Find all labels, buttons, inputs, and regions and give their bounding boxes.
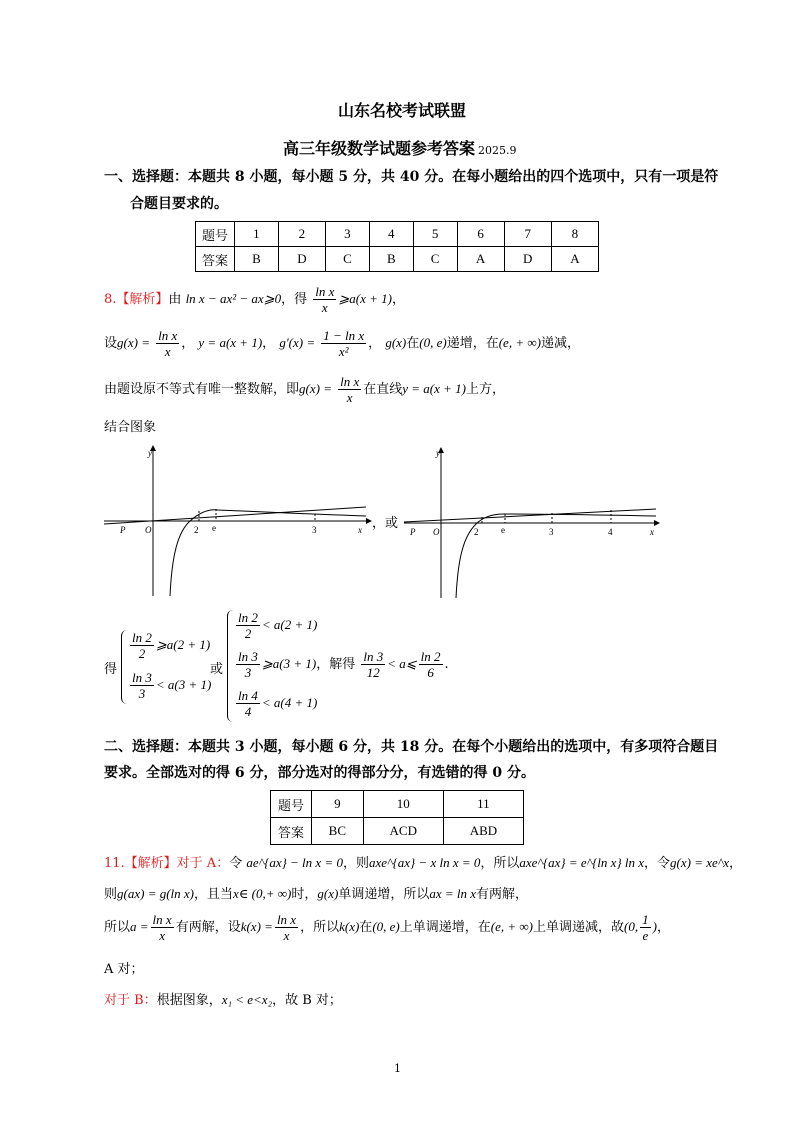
math-expr: < a(4 + 1) [261,695,318,710]
fraction [361,649,385,680]
table-cell: B [235,247,279,272]
tick-label: 4 [608,527,613,537]
p-label: P [410,527,416,537]
org-title: 山东名校考试联盟 [338,101,467,120]
numerator: ln 2 [420,649,441,664]
text: ， [391,292,405,307]
table-cell: ACD [363,818,443,845]
fraction [275,912,298,943]
q8-line-4: 结合图象 [104,420,157,435]
curve-lnx-over-x [456,514,656,598]
math-expr: y = a(x + 1) [198,335,263,350]
denominator: 2 [244,626,252,641]
tick-label: 3 [549,527,554,537]
tick-label: e [501,525,505,535]
numerator: ln 3 [363,649,384,664]
numerator: ln 4 [238,688,258,703]
table-cell: 2 [278,222,325,247]
section2-heading-1: 二、选择题：本题共 3 小题，每小题 6 分，共 18 分。在每个小题给出的选项中，有多项符合题目 [104,739,719,755]
tick-label: 3 [312,525,317,535]
answer-table-2 [270,790,524,845]
numerator: 1 [642,912,649,927]
table-cell: 6 [457,222,504,247]
text: 时， [291,887,318,902]
section1-heading-2: 合题目要求的。 [130,196,228,212]
fraction [321,328,366,359]
denominator: x [321,300,328,315]
text: ，令 [644,856,671,871]
text: 根据图象， [156,993,222,1008]
math-expr: k(x) [339,919,360,934]
fraction [338,374,361,405]
text: ，且当 [194,887,234,902]
answer-table-1 [195,221,599,272]
table-cell: A [551,247,598,272]
denominator: x [164,344,171,359]
math-expr: g(ax) = g(ln x) [117,886,195,901]
table-cell: 题号 [271,791,312,818]
denominator: x [346,390,353,405]
text: ，所以 [300,920,340,935]
math-expr: (e, + ∞) [490,919,533,934]
text: ，所以 [480,856,520,871]
table-cell: D [278,247,325,272]
denominator: 4 [244,704,252,719]
table-cell: C [325,247,369,272]
text: 在直线 [363,382,403,397]
denominator: x² [338,344,349,359]
math-expr: g(x) [317,886,339,901]
fraction [640,912,651,943]
fraction [419,649,443,680]
q11-line-3 [104,910,670,945]
denominator: 3 [244,665,252,680]
math-expr: (e, + ∞) [498,335,541,350]
numerator: ln x [158,328,178,343]
sys-de: 得 [104,662,118,677]
text: ，解得 [316,657,356,672]
denominator: x [283,928,290,943]
numerator: ln x [276,912,297,927]
denominator: 6 [427,665,434,680]
q8-line-3 [104,372,505,407]
fraction [236,688,260,719]
numerator: ln 2 [132,630,152,645]
x-label: x [650,527,654,537]
text: 递减， [540,336,580,351]
math-expr: g(x) = [299,381,332,396]
math-expr: < a(2 + 1) [261,617,318,632]
text: 单调递增，所以 [338,887,430,902]
text: 有两解， [476,887,529,902]
tick-label: 2 [194,525,199,535]
system-2-row-3 [234,688,317,719]
graph-or: ，或 [372,516,399,531]
numerator: ln x [315,284,335,299]
text: 设 [104,336,118,351]
q11-label: 11.【解析】对于 A： [104,856,230,871]
o-label: O [145,525,152,535]
text: 上方， [466,382,506,397]
text: ， [729,856,743,871]
math-expr: ⩾a(2 + 1) [155,637,211,652]
system-1-row-2 [128,670,211,701]
q11-line-2 [104,883,528,902]
math-expr: (0, e) [419,335,447,350]
text: ， [181,336,195,351]
page-number: 1 [394,1062,401,1075]
text: ，则 [342,856,369,871]
table-cell: 7 [504,222,551,247]
x-label: x [358,525,362,535]
text: 在 [359,920,373,935]
fraction [236,610,260,641]
table-cell: 10 [363,791,443,818]
system-2-row-1 [234,610,317,641]
math-expr: < a⩽ [387,656,417,671]
math-expr: g(x) = [117,335,150,350]
option-b-label: 对于 B： [104,993,157,1008]
numerator: ln 2 [238,610,258,625]
y-label: y [436,448,440,458]
math-expr: < a(3 + 1) [155,677,212,692]
math-expr: ⩾a(x + 1) [338,291,392,306]
table-cell: 3 [325,222,369,247]
left-brace [121,630,128,704]
math-expr: x∈ (0,+ ∞) [233,886,292,901]
table-cell: 11 [443,791,523,818]
math-expr: a = [130,919,149,934]
text: 则 [104,887,118,902]
table-cell: C [413,247,457,272]
graph-2 [404,444,664,600]
math-expr: (0, [624,919,639,934]
math-expr: ae^{ax} − ln x = 0 [246,855,343,870]
table-cell: A [457,247,504,272]
math-expr: ln x − ax² − ax⩾0 [185,291,282,306]
fraction [151,912,174,943]
table-cell: 5 [413,222,457,247]
numerator: ln x [340,374,360,389]
math-expr: (0, e) [372,919,400,934]
fraction [130,630,154,661]
numerator: ln x [152,912,172,927]
table-row [271,818,524,845]
denominator: x [159,928,165,943]
table-cell: D [504,247,551,272]
fraction [156,328,179,359]
math-expr: ⩾a(3 + 1) [261,656,317,671]
text: 递增，在 [446,336,499,351]
numerator: 1 − ln x [323,328,365,343]
q8-line-2 [104,326,580,361]
math-expr: ) [652,919,657,934]
x-axis-arrow [654,520,660,526]
sys-or: 或 [210,662,224,677]
table-cell: ABD [443,818,523,845]
page-title [283,136,517,159]
system-1-row-1 [128,630,210,661]
text: ，故 B 对； [272,993,342,1008]
tick-label: 2 [474,527,479,537]
answer-title: 高三年级数学试题参考答案 [283,139,476,158]
table-cell: 1 [235,222,279,247]
table-cell: 9 [312,791,364,818]
text: 上单调递减，故 [532,920,624,935]
text: 由 [168,292,182,307]
denominator: 3 [138,686,146,701]
math-expr: g′(x) = [279,335,316,350]
text: ，得 [281,292,308,307]
text: 有两解，设 [175,920,241,935]
text: ， [368,336,382,351]
numerator: ln 3 [132,670,152,685]
math-expr: g(x) = xe^x [670,855,730,870]
q11-line-4: A 对； [104,962,144,977]
math-expr: x₁ < e<x₂ [221,992,273,1007]
math-expr: axe^{ax} − x ln x = 0 [368,855,481,870]
table-cell: B [369,247,413,272]
numerator: ln 3 [238,649,258,664]
text: 所以 [104,920,131,935]
table-cell: 4 [369,222,413,247]
p-label: P [120,525,126,535]
table-cell: 答案 [271,818,312,845]
y-label: y [148,448,152,458]
q8-label: 8.【解析】 [104,292,169,307]
math-expr: axe^{ax} = e^{ln x} ln x [519,855,645,870]
tick-label: e [212,523,216,533]
curve-lnx-over-x [170,510,366,596]
table-row [196,222,599,247]
q8-line-1 [104,282,405,317]
table-row [196,247,599,272]
left-brace [227,610,234,722]
text: 令 [229,856,243,871]
date: 2025.9 [478,144,517,157]
text: 在 [406,336,420,351]
fraction [236,649,260,680]
graph-1 [104,444,374,600]
text: 上单调递增，在 [399,920,491,935]
text: ， [656,920,670,935]
text: 由题设原不等式有唯一整数解，即 [104,382,300,397]
table-cell: BC [312,818,364,845]
math-expr: k(x) = [240,919,273,934]
system-2-row-2 [234,649,449,680]
o-label: O [433,527,440,537]
q11-line-1 [104,852,742,871]
fraction [130,670,154,701]
math-expr: y = a(x + 1) [402,381,467,396]
table-cell: 8 [551,222,598,247]
table-row [271,791,524,818]
denominator: e [642,928,649,943]
fraction [313,284,336,315]
text: . [444,657,449,672]
math-expr: ax = ln x [429,886,477,901]
denominator: 12 [366,665,380,680]
section1-heading-1: 一、选择题：本题共 8 小题，每小题 5 分，共 40 分。在每小题给出的四个选项中，只有一项是符 [104,169,719,185]
denominator: 2 [138,646,146,661]
table-cell: 答案 [196,247,235,272]
table-cell: 题号 [196,222,235,247]
section2-heading-2: 要求。全部选对的得 6 分，部分选对的得部分分，有选错的得 0 分。 [104,765,535,781]
math-expr: g(x) [385,335,407,350]
q11-line-5 [104,989,342,1008]
text: ， [262,336,276,351]
